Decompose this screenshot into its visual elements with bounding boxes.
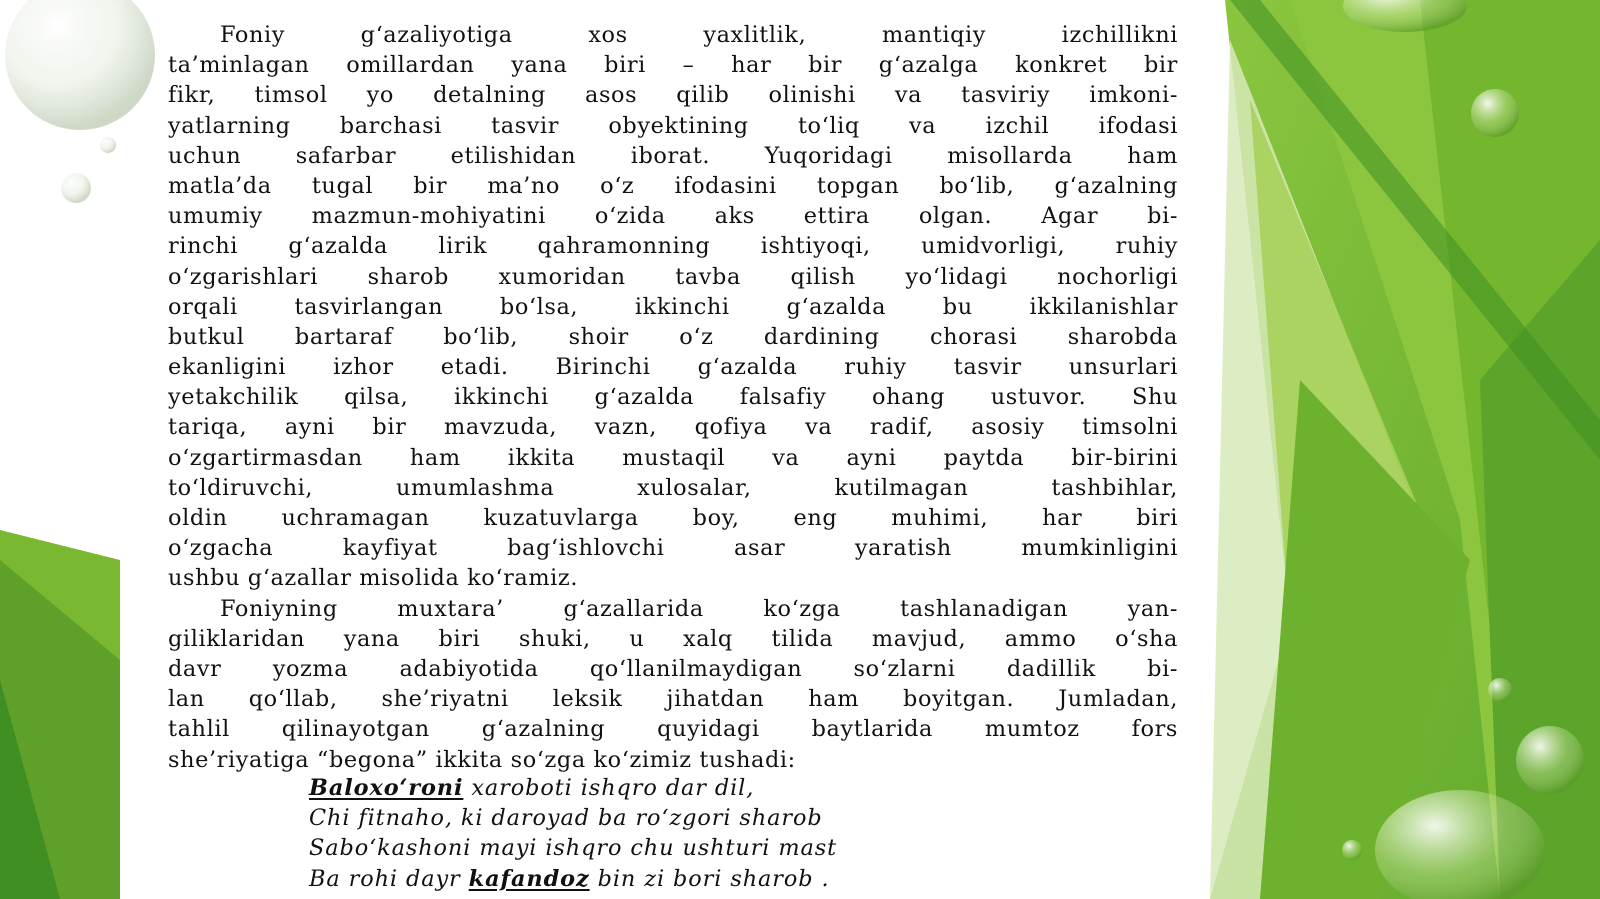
text-line: ta’minlagan omillardan yana biri – har bir g‘azalga konkret bir	[168, 52, 1178, 79]
text-line: orqali tasvirlangan bo‘lsa, ikkinchi g‘azalda bu ikkilanishlar	[168, 293, 1178, 320]
underlined-word: kafandoz	[468, 865, 590, 892]
text-line: butkul bartaraf bo‘lib, shoir o‘z dardining chorasi sharobda	[168, 323, 1178, 350]
document-text	[168, 20, 1178, 775]
text-line: yetakchilik qilsa, ikkinchi g‘azalda falsafiy ohang ustuvor. Shu	[168, 384, 1178, 411]
verse-line-4: Ba rohi dayr kafandoz bin zi bori sharob .	[309, 865, 830, 892]
paragraph-1	[168, 20, 1178, 594]
text-line: davr yozma adabiyotida qo‘llanilmaydigan so‘zlarni dadillik bi-	[168, 655, 1178, 682]
text-line: Foniy g‘azaliyotiga xos yaxlitlik, mantiqiy izchillikni	[220, 22, 1178, 48]
text-line: tahlil qilinayotgan g‘azalning quyidagi baytlarida mumtoz fors	[168, 716, 1178, 743]
text-line: ushbu g‘azallar misolida ko‘ramiz.	[168, 565, 579, 592]
text-line: o‘zgacha kayfiyat bag‘ishlovchi asar yaratish mumkinligini	[168, 535, 1178, 562]
text-line: Foniyning muxtara’ g‘azallarida ko‘zga tashlanadigan yan-	[220, 595, 1178, 622]
text-line: she’riyatiga “begona” ikkita so‘zga ko‘zimiz tushadi:	[168, 746, 796, 773]
text-line: matla’da tugal bir ma’no o‘z ifodasini topgan bo‘lib, g‘azalning	[168, 172, 1178, 199]
text-line: yatlarning barchasi tasvir obyektining to‘liq va izchil ifodasi	[168, 112, 1178, 139]
text-line: lan qo‘llab, she’riyatni leksik jihatdan ham boyitgan. Jumladan,	[168, 686, 1178, 713]
paragraph-2	[168, 594, 1178, 775]
text-line: o‘zgartirmasdan ham ikkita mustaqil va ayni paytda bir-birini	[168, 444, 1178, 471]
text-line: o‘zgarishlari sharob xumoridan tavba qilish yo‘lidagi nochorligi	[168, 263, 1178, 290]
text-line: ekanligini izhor etadi. Birinchi g‘azalda ruhiy tasvir unsurlari	[168, 354, 1178, 381]
underlined-word: Baloxo‘roni	[309, 775, 464, 801]
verse-line-3: Sabo‘kashoni mayi ishqro chu ushturi mast	[309, 835, 838, 862]
text-line: uchun safarbar etilishidan iborat. Yuqoridagi misollarda ham	[168, 142, 1178, 169]
text-line: tariqa, ayni bir mavzuda, vazn, qofiya va radif, asosiy timsolni	[168, 414, 1178, 441]
verse-line-2: Chi fitnaho, ki daroyad ba ro‘zgori sharob	[309, 805, 823, 832]
text-line: rinchi g‘azalda lirik qahramonning ishtiyoqi, umidvorligi, ruhiy	[168, 233, 1178, 260]
text-line: oldin uchramagan kuzatuvlarga boy, eng muhimi, har biri	[168, 505, 1178, 531]
verse-line-1: Baloxo‘roni xaroboti ishqro dar dil,	[309, 775, 755, 801]
poem-verse	[309, 773, 837, 894]
text-line: giliklaridan yana biri shuki, u xalq tilida mavjud, ammo o‘sha	[168, 625, 1178, 652]
text-line: umumiy mazmun-mohiyatini o‘zida aks ettira olgan. Agar bi-	[168, 203, 1178, 230]
text-line: fikr, timsol yo detalning asos qilib olinishi va tasviriy imkoni-	[168, 82, 1178, 109]
text-line: to‘ldiruvchi, umumlashma xulosalar, kutilmagan tashbihlar,	[168, 474, 1178, 501]
